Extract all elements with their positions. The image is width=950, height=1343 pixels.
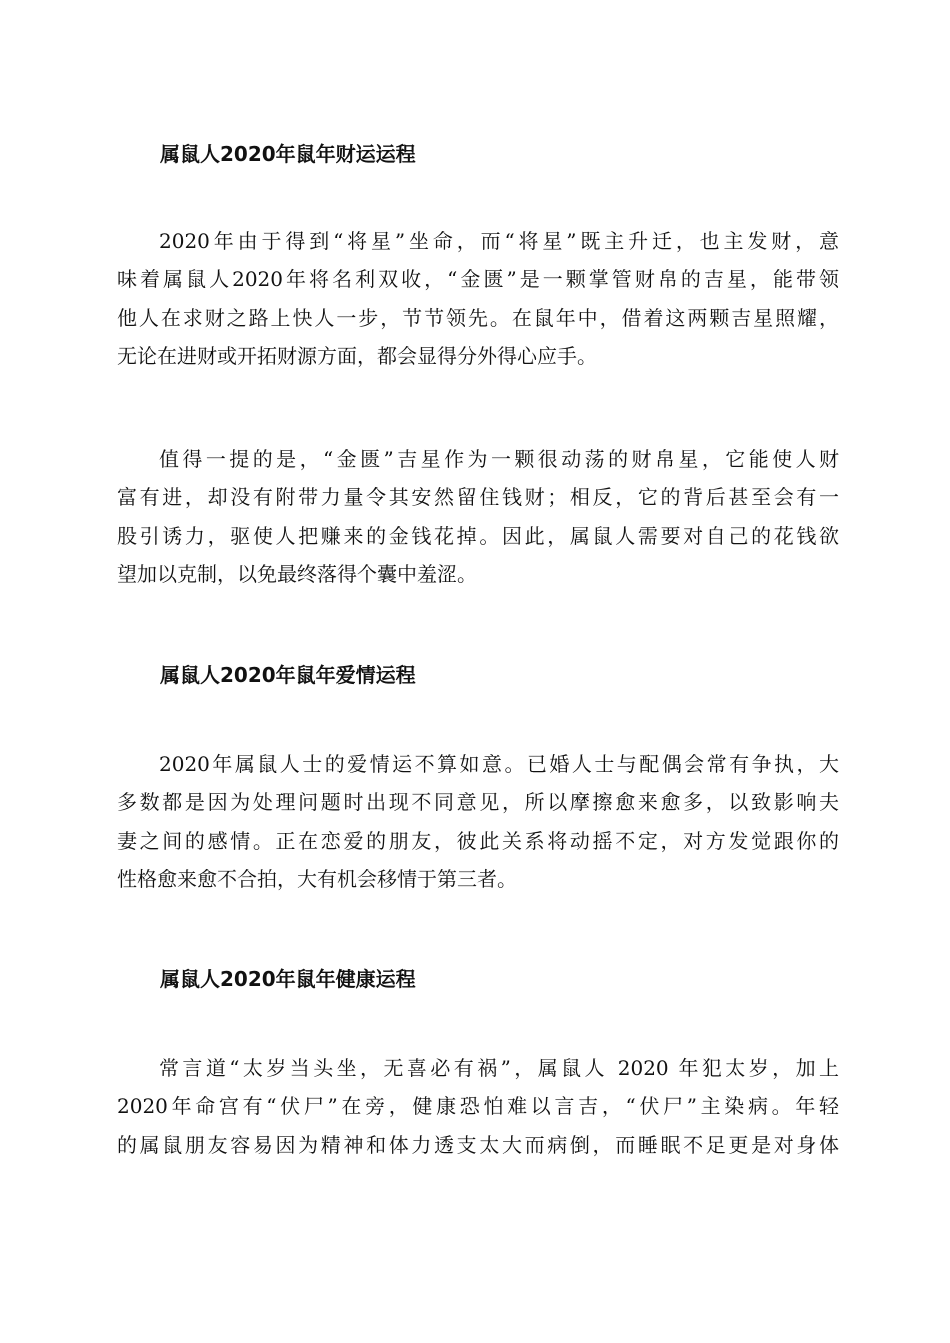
text-line: 的属鼠朋友容易因为精神和体力透支太大而病倒，而睡眠不足更是对身体 xyxy=(117,1132,839,1157)
text-line: 股引诱力，驱使人把赚来的金钱花掉。因此，属鼠人需要对自己的花钱欲 xyxy=(117,523,839,548)
paragraph-health-1 xyxy=(117,1049,839,1164)
text-line: 无论在进财或开拓财源方面，都会显得分外得心应手。 xyxy=(117,344,597,369)
paragraph-wealth-2 xyxy=(117,440,839,594)
text-line: 值得一提的是，“金匮”吉星作为一颗很动荡的财帛星，它能使人财 xyxy=(159,447,839,471)
text-line: 常言道“太岁当头坐，无喜必有祸”，属鼠人 2020 年犯太岁，加上 xyxy=(159,1056,839,1080)
text-line: 2020年属鼠人士的爱情运不算如意。已婚人士与配偶会常有争执，大 xyxy=(159,752,839,776)
text-line: 望加以克制，以免最终落得个囊中羞涩。 xyxy=(117,562,477,587)
text-line: 性格愈来愈不合拍，大有机会移情于第三者。 xyxy=(117,867,517,892)
text-line: 2020年由于得到“将星”坐命，而“将星”既主升迁，也主发财，意 xyxy=(159,229,839,253)
text-line: 2020年命宫有“伏尸”在旁，健康恐怕难以言吉，“伏尸”主染病。年轻 xyxy=(117,1094,839,1119)
text-line: 味着属鼠人2020年将名利双收，“金匮”是一颗掌管财帛的吉星，能带领 xyxy=(117,267,839,292)
paragraph-love-1 xyxy=(117,745,839,899)
text-line: 富有进，却没有附带力量令其安然留住钱财；相反，它的背后甚至会有一 xyxy=(117,485,839,510)
text-line: 妻之间的感情。正在恋爱的朋友，彼此关系将动摇不定，对方发觉跟你的 xyxy=(117,828,839,853)
section-heading-health: 属鼠人2020年鼠年健康运程 xyxy=(160,967,416,991)
text-line: 多数都是因为处理问题时出现不同意见，所以摩擦愈来愈多，以致影响夫 xyxy=(117,790,839,815)
section-heading-love: 属鼠人2020年鼠年爱情运程 xyxy=(160,663,416,687)
text-line: 他人在求财之路上快人一步，节节领先。在鼠年中，借着这两颗吉星照耀， xyxy=(117,305,839,330)
paragraph-wealth-1 xyxy=(117,222,839,376)
section-heading-wealth: 属鼠人2020年鼠年财运运程 xyxy=(160,142,416,166)
